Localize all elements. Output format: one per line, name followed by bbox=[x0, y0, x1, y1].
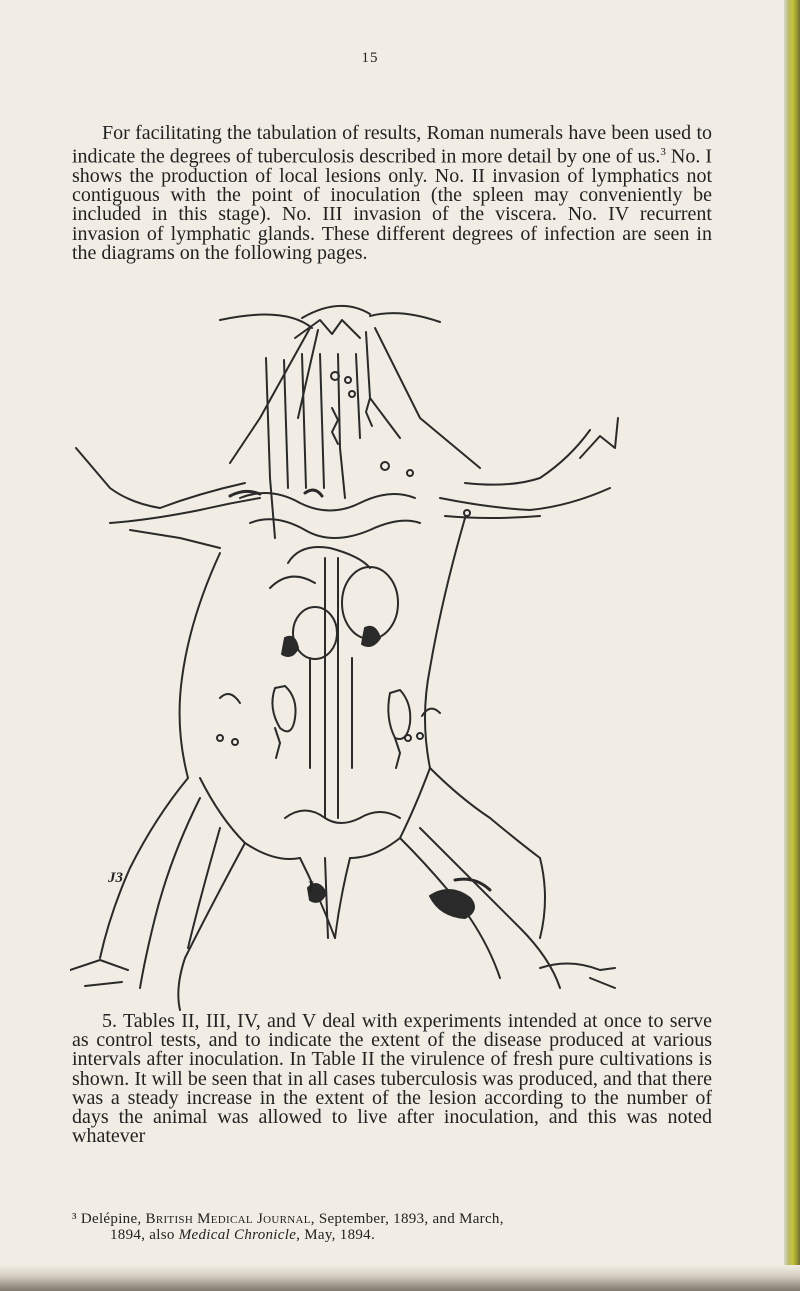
footnote-reference: 3 bbox=[660, 146, 666, 159]
page-edge-binding bbox=[784, 0, 800, 1291]
footnote-line1-tail: , September, 1893, and March, bbox=[310, 1211, 504, 1227]
footnote-chronicle: Medical Chronicle bbox=[178, 1226, 297, 1243]
intro-text-before: For facilitating the tabulation of results, Roman numerals have been used to indicate the degrees of tuberculosis described in more detail by one of us. bbox=[72, 122, 712, 168]
page-number: 15 bbox=[361, 50, 379, 66]
footnote-journal: British Medical Journal bbox=[145, 1211, 311, 1227]
page-bottom-shadow bbox=[0, 1265, 800, 1291]
intro-paragraph bbox=[72, 124, 712, 263]
figure-label-left: J3 bbox=[108, 870, 123, 886]
footnote: ³ Delépine, British Medical Journal, September, 1893, and March, 1894, also Medical Chronicle, May, 1894. bbox=[72, 1211, 504, 1243]
footnote-line2-head: 1894, also bbox=[110, 1226, 179, 1243]
footnote-line2-tail: , May, 1894. bbox=[296, 1226, 376, 1243]
section-5-paragraph: 5. Tables II, III, IV, and V deal with experiments intended at once to serve as control tests, and to indicate the extent of the disease produced at various intervals after inoculation. In Table II the virulence of fresh pure cultivations is shown. It will be seen that in all cases tuberculosis was produced, and that there was a steady increase in the extent of the lesion according to the number of days the animal was allowed to live after inoculation, and this was noted whatever bbox=[72, 1010, 712, 1148]
footnote-author: Delépine bbox=[80, 1211, 138, 1227]
intro-text-after: No. I shows the production of local lesions only. No. II invasion of lymphatics not contiguous with the point of inoculation (the spleen may conveniently be included in this stage). No. III invasion of the viscera. No. IV recurrent invasion of lymphatic glands. These different degrees of infection are seen in the diagrams on the following pages. bbox=[72, 145, 712, 264]
guinea-pig-diagram bbox=[70, 298, 650, 1014]
figure-label-center: I bbox=[308, 879, 315, 896]
footnote-marker: ³ bbox=[72, 1211, 77, 1227]
